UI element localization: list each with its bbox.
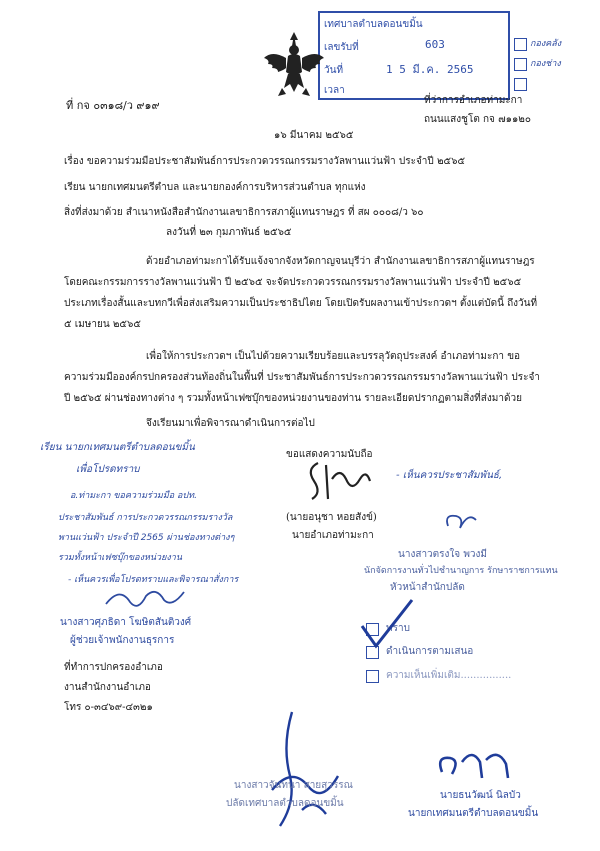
note-right-comment: - เห็นควรประชาสัมพันธ์, <box>396 470 503 481</box>
mayor-signature <box>432 742 516 786</box>
distribution-label-engineering: กองช่าง <box>530 59 561 69</box>
stamp-receive-no: 603 <box>425 38 445 51</box>
letter-enclosure: สิ่งที่ส่งมาด้วย สำเนาหนังสือสำนักงานเลขาธิการสภาผู้แทนราษฎร ที่ สผ ๐๐๐๘/ว ๖๐ <box>64 207 424 218</box>
letter-paragraph-3: จึงเรียนมาเพื่อพิจารณาดำเนินการต่อไป <box>146 418 315 429</box>
administrator-name: นางสาวจันทนา สายสุวรรณ <box>234 780 353 791</box>
distribution-checkbox-finance[interactable] <box>514 38 527 51</box>
document-number: ที่ กจ ๐๓๑๘/ว ๙๑๙ <box>66 99 160 112</box>
deputy-name: นางสาวตรงใจ พวงมี <box>398 549 488 560</box>
mayor-name: นายธนวัฒน์ นิลบัว <box>440 790 521 801</box>
contact-office: ที่ทำการปกครองอำเภอ <box>64 662 163 673</box>
decision-label-acknowledge: ทราบ <box>386 623 410 634</box>
garuda-emblem <box>258 28 330 100</box>
signer-title: นายอำเภอท่ามะกา <box>292 530 374 541</box>
district-chief-signature <box>300 455 376 507</box>
distribution-label-finance: กองคลัง <box>530 39 562 49</box>
stamp-office: เทศบาลตำบลดอนขมิ้น <box>324 19 423 30</box>
note-recipient: เรียน นายกเทศมนตรีตำบลดอนขมิ้น <box>40 442 195 453</box>
letter-paragraph-1: ด้วยอำเภอท่ามะกาได้รับแจ้งจากจังหวัดกาญจนบุรีว่า สำนักงานเลขาธิการสภาผู้แทนราษฎร โดยคณะกรรมการรางวัลพานแว่นฟ้า ปี ๒๕๖๕ จะจัดประกวดวรรณกรรมรางวัลพานแว่นฟ้า ประจำปี ๒๕๖๕ ประเภทเรื่องสั้นและบทกวีเพื่อส่งเสริมความเป็นประชาธิปไตย โดยเปิดรับผลงานเข้าประกวดฯ ตั้งแต่บัดนี้ ถึงวันที่ ๕ เมษายน ๒๕๖๕ <box>64 256 538 330</box>
deputy-title-2: หัวหน้าสำนักปลัด <box>390 582 465 593</box>
letter-recipient: เรียน นายกเทศมนตรีตำบล และนายกองค์การบริหารส่วนตำบล ทุกแห่ง <box>64 182 366 193</box>
contact-phone: โทร ๐-๓๔๖๙-๔๓๒๑ <box>64 702 153 713</box>
decision-label-proceed: ดำเนินการตามเสนอ <box>386 646 474 657</box>
note-line-5: รวมทั้งหน้าเฟซบุ๊กของหน่วยงาน <box>58 553 182 563</box>
contact-section: งานสำนักงานอำเภอ <box>64 682 151 693</box>
stamp-date: 1 5 มี.ค. 2565 <box>386 63 474 76</box>
chief-administrator-signature <box>252 706 348 832</box>
clerk-signature <box>100 582 188 614</box>
note-line-3: ประชาสัมพันธ์ การประกวดวรรณกรรมรางวัล <box>58 513 233 523</box>
deputy-signature <box>440 506 480 536</box>
distribution-checkbox-engineering[interactable] <box>514 58 527 71</box>
stamp-date-label: วันที่ <box>324 65 344 76</box>
signer-name: (นายอนุชา หอยสังข์) <box>286 512 377 523</box>
letter-paragraph-2: เพื่อให้การประกวดฯ เป็นไปด้วยความเรียบร้อยและบรรลุวัตถุประสงค์ อำเภอท่ามะกา ขอความร่วมมือองค์กรปกครองส่วนท้องถิ่นในพื้นที่ ประชาสัมพันธ์การประกวดวรรณกรรมรางวัลพานแว่นฟ้า ประจำปี ๒๕๖๕ ผ่านช่องทางต่าง ๆ รวมทั้งหน้าเฟซบุ๊กของหน่วยงานของท่าน รายละเอียดปรากฏตามสิ่งที่ส่งมาด้วย <box>64 351 540 404</box>
letter-subject: เรื่อง ขอความร่วมมือประชาสัมพันธ์การประกวดวรรณกรรมรางวัลพานแว่นฟ้า ประจำปี ๒๕๖๕ <box>64 156 466 167</box>
note-line-2: อ.ท่ามะกา ขอความร่วมมือ อปท. <box>70 491 197 501</box>
letter-closing: ขอแสดงความนับถือ <box>286 449 373 460</box>
note-line-6: - เห็นควรเพื่อโปรดทราบและพิจารณาสั่งการ <box>68 575 239 585</box>
clerk-title: ผู้ช่วยเจ้าพนักงานธุรการ <box>70 635 175 646</box>
note-line-1: เพื่อโปรดทราบ <box>76 464 140 475</box>
letter-date: ๑๖ มีนาคม ๒๕๖๕ <box>274 130 354 141</box>
stamp-receive-label: เลขรับที่ <box>324 42 359 53</box>
clerk-name: นางสาวศุภธิดา โฆษิตสันติวงศ์ <box>60 617 192 628</box>
deputy-title-1: นักจัดการงานทั่วไปชำนาญการ รักษาราชการแทน <box>364 566 558 576</box>
distribution-checkbox-other[interactable] <box>514 78 527 91</box>
stamp-time-label: เวลา <box>324 85 345 96</box>
administrator-title: ปลัดเทศบาลตำบลดอนขมิ้น <box>226 798 344 809</box>
office-address-line1: ที่ว่าการอำเภอท่ามะกา <box>424 95 523 106</box>
reception-stamp <box>318 11 510 100</box>
office-address-line2: ถนนแสงชูโต กจ ๗๑๑๒๐ <box>424 114 531 125</box>
note-line-4: พานแว่นฟ้า ประจำปี 2565 ผ่านช่องทางต่างๆ <box>58 533 235 543</box>
decision-checkmark <box>356 596 416 656</box>
letter-enclosure-date: ลงวันที่ ๒๓ กุมภาพันธ์ ๒๕๖๕ <box>166 227 292 238</box>
decision-checkbox-comment[interactable] <box>366 670 379 683</box>
decision-label-comment: ความเห็นเพิ่มเติม................ <box>386 670 512 681</box>
mayor-title: นายกเทศมนตรีตำบลดอนขมิ้น <box>408 808 539 819</box>
